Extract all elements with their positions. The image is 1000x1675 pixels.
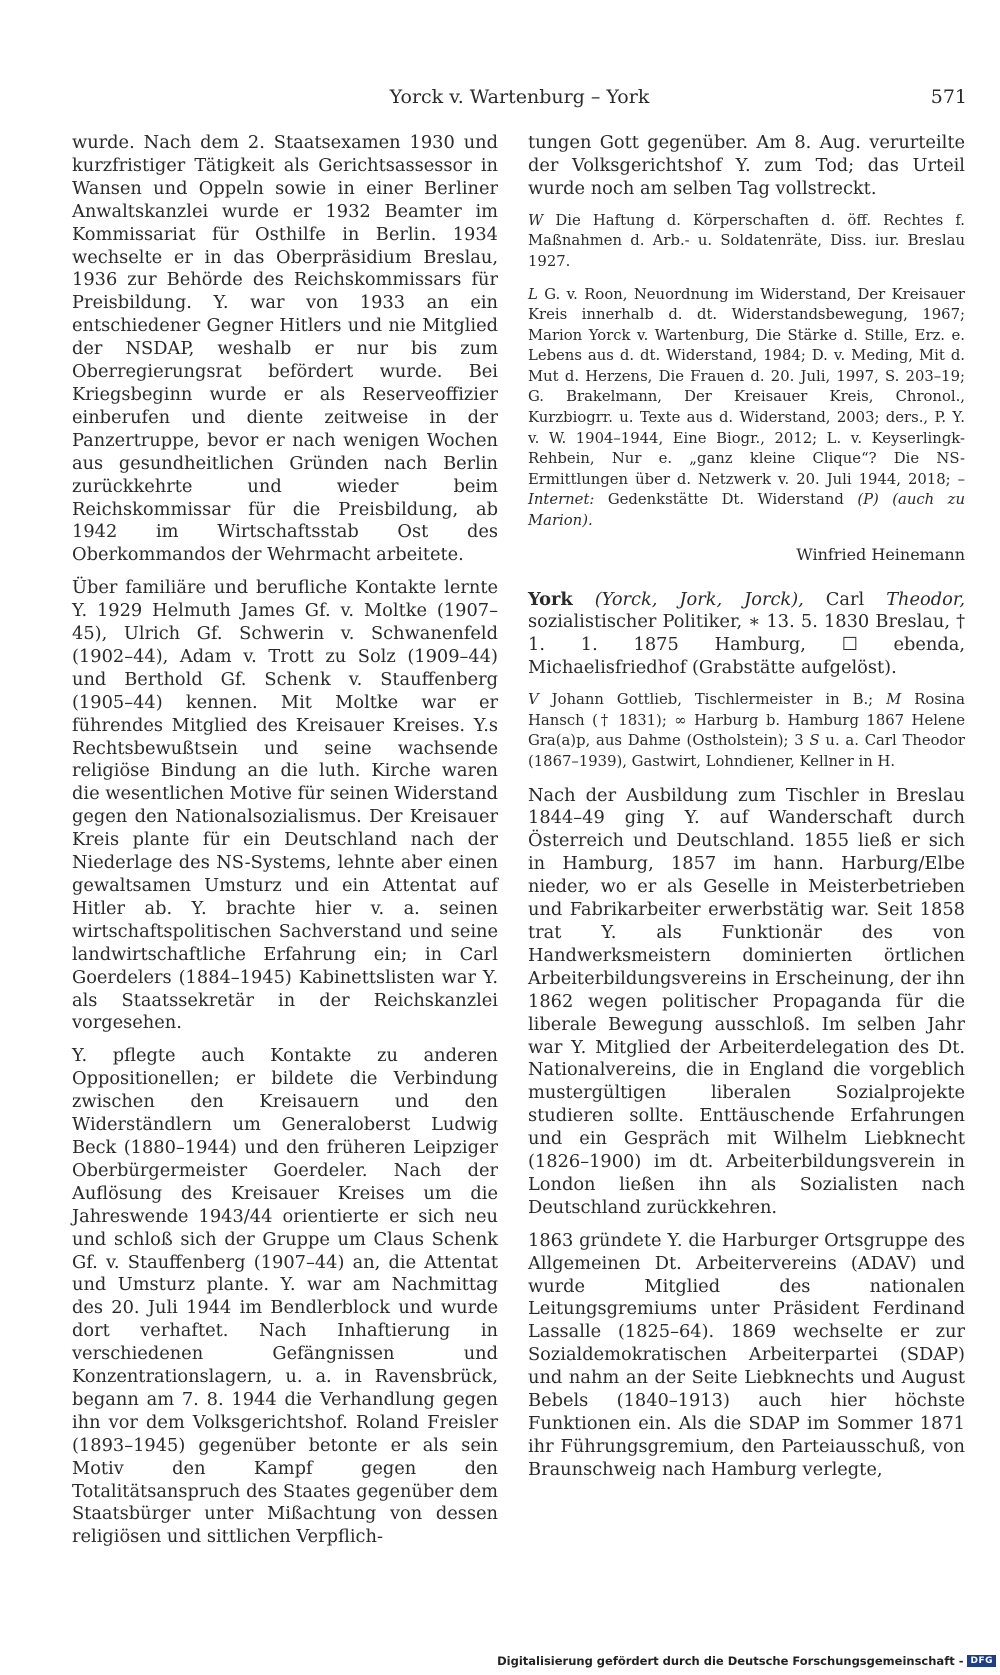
works-entry <box>528 211 965 273</box>
genealogy-text-3: u. a. Carl Theodor (1867–1939), Gastwirt, Lohndiener, Kellner in H. <box>528 732 965 770</box>
genealogy-text-1: Johann Gottlieb, Tischlermeister in B.; <box>538 691 887 709</box>
literature-entry <box>528 285 965 532</box>
lemma-name: York <box>528 588 573 610</box>
lemma-entry <box>528 589 965 681</box>
funding-footer <box>497 1653 996 1669</box>
literature-end: Gedenkstätte Dt. Widerstand <box>594 491 858 509</box>
page-number: 571 <box>930 86 967 108</box>
left-column <box>72 132 498 1559</box>
paragraph: Y. pflegte auch Kontakte zu anderen Oppositionellen; er bildete die Verbindung zwischen den Kreisauern und den Widerständlern um Generaloberst Ludwig Beck (1880–1944) und den früheren Leipziger Oberbürgermeister Goerdeler. Nach der Auflösung des Kreisauer Kreises um die Jahreswende 1943/44 orientierte er sich neu und schloß sich der Gruppe um Claus Schenk Gf. v. Stauffenberg (1907–44) an, die Attentat und Umsturz plante. Y. war am Nachmittag des 20. Juli 1944 im Bendlerblock und wurde dort verhaftet. Nach Inhaftierung in verschiedenen Gefängnissen und Konzentrationslagern, u. a. in Ravensbrück, begann am 7. 8. 1944 die Verhandlung gegen ihn vor dem Volksgerichtshof. Roland Freisler (1893–1945) gegenüber betonte er als sein Motiv den Kampf gegen den Totalitätsanspruch des Staates gegenüber dem Staatsbürger unter Mißachtung von dessen religiösen und sittlichen Verpflich- <box>72 1045 498 1548</box>
paragraph: Über familiäre und berufliche Kontakte lernte Y. 1929 Helmuth James Gf. v. Moltke (1907–45), Ulrich Gf. Schwerin v. Schwanenfeld (1902–44), Adam v. Trott zu Solz (1909–44) und Berthold Gf. Schenk v. Stauffenberg (1905–44) kennen. Mit Moltke war er führendes Mitglied des Kreisauer Kreises. Y.s Rechtsbewußtsein und seine wachsende religiöse Bindung an die luth. Kirche waren die wesentlichen Motive für seinen Widerstand gegen den Nationalsozialismus. Der Kreisauer Kreis plante für ein Deutschland nach der Niederlage des NS-Systems, lehnte aber einen gewaltsamen Umsturz und ein Attentat auf Hitler ab. Y. brachte hier v. a. seinen wirtschaftspolitischen Sachverstand und seine landwirtschaftliche Erfahrung ein; in Carl Goerdelers (1884–1945) Kabinettslisten war Y. als Staatssekretär in der Reichskanzlei vorgesehen. <box>72 577 498 1034</box>
paragraph: wurde. Nach dem 2. Staatsexamen 1930 und kurzfristiger Tätigkeit als Gerichtsassessor in Wansen und Oppeln sowie in einer Berliner Anwaltskanzlei wurde er 1932 Beamter im Kommissariat für Osthilfe in Berlin. 1934 wechselte er in das Oberpräsidium Breslau, 1936 zur Behörde des Reichskommissars für Preisbildung. Y. war von 1933 an ein entschiedener Gegner Hitlers und nie Mitglied der NSDAP, weshalb er nur bis zum Oberregierungsrat befördert wurde. Bei Kriegsbeginn wurde er als Reserveoffizier einberufen und diente zeitweise in der Panzertruppe, bevor er nach wenigen Wochen aus gesundheitlichen Gründen nach Berlin zurückkehrte und wieder beim Reichskommissar für die Preisbildung, ab 1942 im Wirtschaftsstab Ost des Oberkommandos der Wehrmacht arbeitete. <box>72 132 498 566</box>
dfg-logo: DFG <box>967 1655 996 1667</box>
literature-internet-label: Internet: <box>528 491 595 509</box>
works-marker: W <box>528 211 544 229</box>
genealogy-s-marker: S <box>809 732 820 750</box>
author-signature: Winfried Heinemann <box>796 544 965 564</box>
funding-text: Digitalisierung gefördert durch die Deutsche Forschungsgemeinschaft - <box>497 1654 964 1668</box>
literature-marker: L <box>528 285 538 303</box>
paragraph: 1863 gründete Y. die Harburger Ortsgruppe des Allgemeinen Dt. Arbeitervereins (ADAV) und wurde Mitglied des nationalen Leitungsgremiums unter Präsident Ferdinand Lassalle (1825–64). 1869 wechselte er zur Sozialdemokratischen Arbeiterpartei (SDAP) und nahm an der Seite Liebknechts und August Bebels (1840–1913) auch hier höchste Funktionen ein. Als die SDAP im Sommer 1871 ihr Führungsgremium, den Parteiausschuß, von Braunschweig nach Hamburg verlegte, <box>528 1229 965 1480</box>
works-text: Die Haftung d. Körperschaften d. öff. Rechtes f. Maßnahmen d. Arb.- u. Soldatenräte, Diss. iur. Breslau 1927. <box>528 211 965 270</box>
lemma-given: Carl <box>803 588 887 610</box>
lemma-rest: sozialistischer Politiker, ∗ 13. 5. 1830 Breslau, † 1. 1. 1875 Hamburg, ☐ ebenda, Michaelisfriedhof (Grabstätte aufgelöst). <box>528 611 965 679</box>
running-header <box>72 86 967 116</box>
literature-end-italic: (P) (auch zu Marion). <box>528 491 965 530</box>
lemma-given-italic: Theodor, <box>886 588 966 610</box>
literature-text: G. v. Roon, Neuordnung im Widerstand, Der Kreisauer Kreis innerhalb d. dt. Widerstandsbewegung, 1967; Marion Yorck v. Wartenburg, Die Stärke d. Stille, Erz. e. Lebens aus d. dt. Widerstand, 1984; D. v. Meding, Mit d. Mut d. Herzens, Die Frauen d. 20. Juli, 1997, S. 203–19; G. Brakelmann, Der Kreisauer Kreis, Chronol., Kurzbiogrr. u. Texte aus d. Widerstand, 2003; ders., P. Y. v. W. 1904–1944, Eine Biogr., 2012; L. v. Keyserlingk-Rehbein, Nur e. „ganz kleine Clique“? Die NS-Ermittlungen über d. Netzwerk v. 20. Juli 1944, 2018; – <box>528 285 965 488</box>
running-title: Yorck v. Wartenburg – York <box>389 86 650 108</box>
genealogy-entry <box>528 690 965 772</box>
right-column <box>528 132 965 1492</box>
lemma-variants: (Yorck, Jork, Jorck), <box>572 588 804 610</box>
paragraph: Nach der Ausbildung zum Tischler in Breslau 1844–49 ging Y. auf Wanderschaft durch Österreich und Deutschland. 1855 ließ er sich in Hamburg, 1857 im hann. Harburg/Elbe nieder, wo er als Geselle in Meisterbetrieben und Fabrikarbeiter erwerbstätig war. Seit 1858 trat Y. als Funktionär des von Handwerksmeistern dominierten örtlichen Arbeiterbildungsvereins in Erscheinung, der ihn 1862 wegen politischer Propaganda für die liberale Bewegung ausschloß. Im selben Jahr war Y. Mitglied der Arbeiterdelegation des Dt. Nationalvereins, die in England die vorgeblich mustergültigen liberalen Sozialprojekte studieren sollte. Enttäuschende Erfahrungen und ein Gespräch mit Wilhelm Liebknecht (1826–1900) im dt. Arbeiterbildungsverein in London ließen ihn als Sozialisten nach Deutschland zurückkehren. <box>528 784 965 1218</box>
genealogy-v-marker: V <box>528 691 539 709</box>
genealogy-text-2: Rosina Hansch († 1831); ∞ Harburg b. Hamburg 1867 Helene Gra(a)p, aus Dahme (Ostholstein); 3 <box>528 691 966 750</box>
genealogy-m-marker: M <box>886 691 902 709</box>
paragraph: tungen Gott gegenüber. Am 8. Aug. verurteilte der Volksgerichtshof Y. zum Tod; das Urteil wurde noch am selben Tag vollstreckt. <box>528 132 965 199</box>
